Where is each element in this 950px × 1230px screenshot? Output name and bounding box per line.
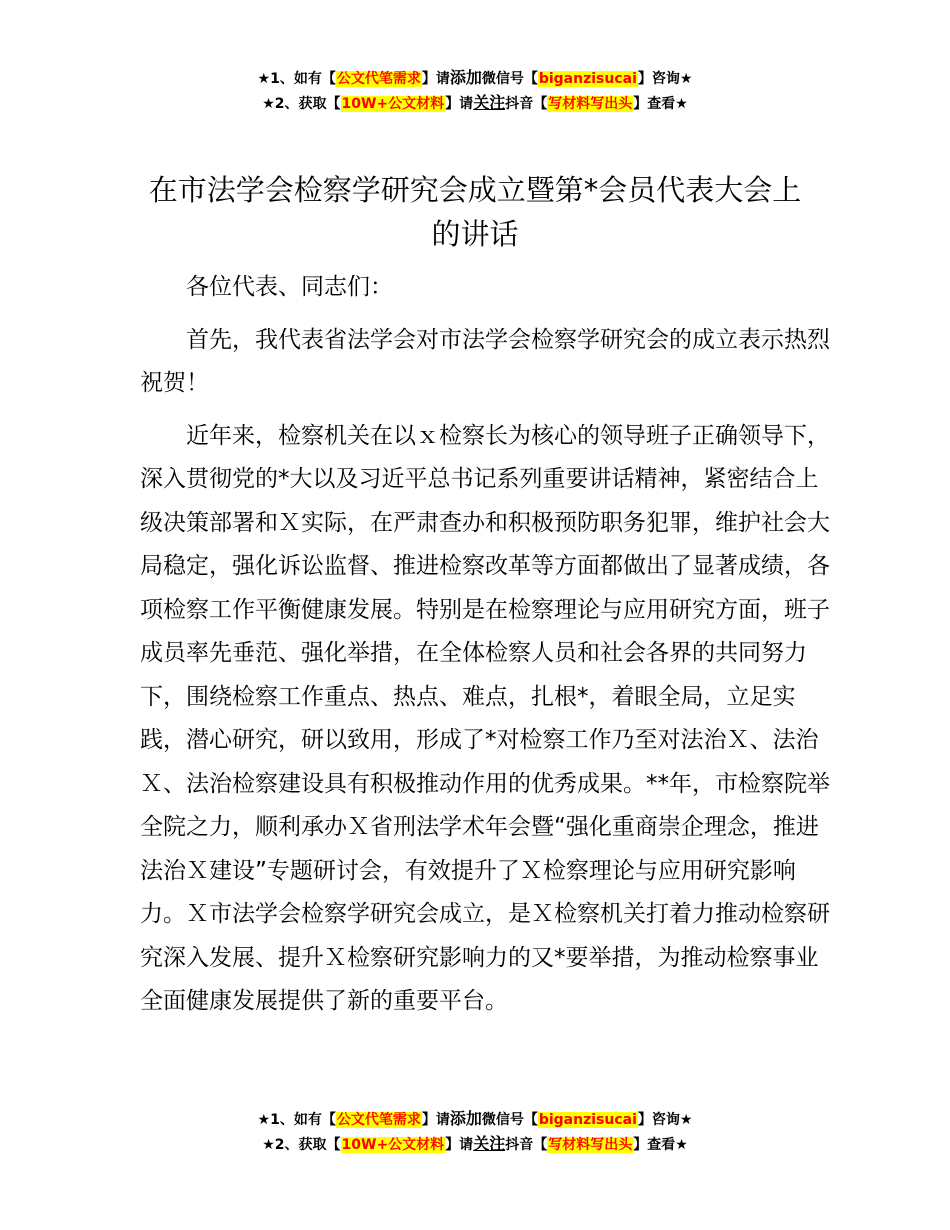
document-title: 在市法学会检察学研究会成立暨第*会员代表大会上的讲话 bbox=[148, 173, 802, 251]
promo-banner-top bbox=[0, 66, 950, 116]
promo-text: 】查看★ bbox=[633, 1137, 688, 1153]
promo-text: ★2、获取【 bbox=[262, 1137, 341, 1153]
promo-wechat-id: biganzisucai bbox=[538, 71, 637, 87]
promo-text: ★1、如有【 bbox=[257, 71, 336, 87]
promo-text: 关注 bbox=[473, 93, 506, 112]
promo-text: 抖音【 bbox=[505, 96, 548, 112]
salutation: 各位代表、同志们： bbox=[186, 274, 393, 300]
promo-account: 写材料写出头 bbox=[548, 96, 633, 112]
paragraph: 近年来，检察机关在以ｘ检察长为核心的领导班子正确领导下，深入贯彻党的*大以及习近平总书记系列重要讲话精神，紧密结合上级决策部署和Ｘ实际，在严肃查办和积极预防职务犯罪，维护社会大局稳定，强化诉讼监督、推进检察改革等方面都做出了显著成绩，各项检察工作平衡健康发展。特别是在检察理论与应用研究方面，班子成员率先垂范、强化举措，在全体检察人员和社会各界的共同努力下，围绕检察工作重点、热点、难点，扎根*，着眼全局，立足实践，潜心研究，研以致用，形成了*对检察工作乃至对法治Ｘ、法治Ｘ、法治检察建设具有积极推动作用的优秀成果。**年，市检察院举全院之力，顺利承办Ｘ省刑法学术年会暨“强化重商崇企理念，推进法治Ｘ建设”专题研讨会，有效提升了Ｘ检察理论与应用研究影响力。Ｘ市法学会检察学研究会成立，是Ｘ检察机关打着力推动检察研究深入发展、提升Ｘ检察研究影响力的又*要举措，为推动检察事业全面健康发展提供了新的重要平台。 bbox=[140, 422, 830, 1014]
promo-text: 关注 bbox=[473, 1134, 506, 1153]
promo-text: 】咨询★ bbox=[637, 1112, 693, 1128]
promo-text: 抖音【 bbox=[505, 1137, 548, 1153]
promo-wechat-id: biganzisucai bbox=[538, 1112, 637, 1128]
promo-line-2 bbox=[0, 1132, 950, 1157]
promo-text: 微信号【 bbox=[481, 1112, 538, 1128]
promo-banner-bottom bbox=[0, 1107, 950, 1157]
promo-highlight: 公文代笔需求 bbox=[336, 71, 421, 87]
promo-account: 写材料写出头 bbox=[548, 1137, 633, 1153]
promo-text: 】请 bbox=[445, 96, 474, 112]
promo-text: 添加 bbox=[449, 1109, 482, 1128]
promo-line-2 bbox=[0, 91, 950, 116]
promo-highlight: 公文代笔需求 bbox=[336, 1112, 421, 1128]
promo-text: ★1、如有【 bbox=[257, 1112, 336, 1128]
promo-text: 】查看★ bbox=[633, 96, 688, 112]
promo-text: 】请 bbox=[421, 1112, 450, 1128]
promo-text: 添加 bbox=[449, 68, 482, 87]
promo-line-1 bbox=[0, 66, 950, 91]
promo-line-1 bbox=[0, 1107, 950, 1132]
document-body bbox=[140, 266, 830, 1024]
promo-highlight: 10W+公文材料 bbox=[341, 1137, 445, 1153]
promo-highlight: 10W+公文材料 bbox=[341, 96, 445, 112]
promo-text: ★2、获取【 bbox=[262, 96, 341, 112]
promo-text: 】请 bbox=[445, 1137, 474, 1153]
promo-text: 微信号【 bbox=[481, 71, 538, 87]
promo-text: 】请 bbox=[421, 71, 450, 87]
promo-text: 】咨询★ bbox=[637, 71, 693, 87]
paragraph: 首先，我代表省法学会对市法学会检察学研究会的成立表示热烈祝贺！ bbox=[140, 326, 830, 396]
